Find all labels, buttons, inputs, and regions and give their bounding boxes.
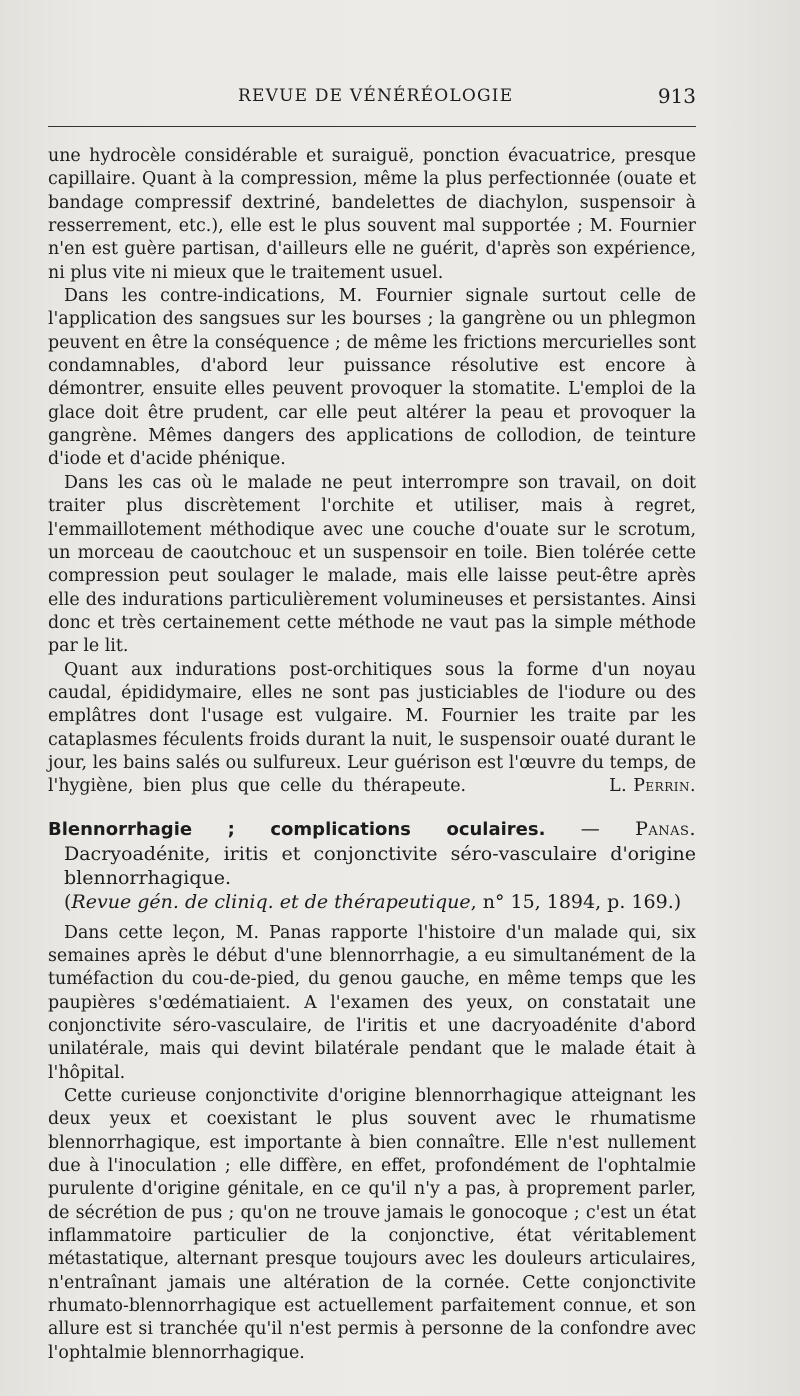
section-subtitle: Dacryoadénite, iritis et conjonctivite séro-vasculaire d'origine blennorrhagique. <box>64 842 696 889</box>
section-paragraph-2: Cette curieuse conjonctivite d'origine blennorrhagique atteignant les deux yeux et coexistant le plus souvent avec le rhumatisme blennorrhagique, est importante à bien connaître. Elle n'est nullement due à l'inoculation ; elle diffère, en effet, profondément de l'ophtalmie purulente d'origine génitale, en ce qu'il n'y a pas, à proprement parler, de sécrétion de pus ; qu'on ne trouve jamais le gonocoque ; c'est un état inflammatoire particulier de la conjonctive, état véritablement métastatique, alternant presque toujours avec les douleurs articulaires, n'entraînant jamais une altération de la cornée. Cette conjonctivite rhumato-blennorrhagique est actuellement parfaitement connue, et son allure est si tranchée qu'il n'est permis à personne de la confondre avec l'ophtalmie blennorrhagique. <box>48 1086 696 1363</box>
ref-journal: Revue gén. de cliniq. et de thérapeutique <box>71 890 471 913</box>
section-paragraph-1: Dans cette leçon, M. Panas rapporte l'histoire d'un malade qui, six semaines après le début d'une blennorrhagie, a eu simultanément de la tuméfaction du cou-de-pied, du genou gauche, en même temps que les paupières s'œdématiaient. A l'examen des yeux, on constatait une conjonctivite séro-vasculaire, de l'iritis et une dacryoadénite d'abord unilatérale, mais qui devint bilatérale pendant que le malade était à l'hôpital. <box>48 922 696 1083</box>
section-heading <box>48 817 696 914</box>
running-title: REVUE DE VÉNÉRÉOLOGIE <box>238 86 514 106</box>
page-header <box>48 86 696 116</box>
author-signature: L. Perrin. <box>609 776 696 797</box>
section-dash: — <box>580 817 600 840</box>
section-title: Blennorrhagie ; complications oculaires. <box>48 818 546 840</box>
paragraph-1: une hydrocèle considérable et suraiguë, ponction évacuatrice, presque capillaire. Quant à la compression, même la plus perfectionnée (ouate et bandage compressif dextriné, bandelettes de diachylon, suspensoir à resserrement, etc.), elle est le plus souvent mal supportée ; M. Fournier n'en est guère partisan, d'ailleurs elle ne guérit, d'après son expérience, ni plus vite ni mieux que le traitement usuel. <box>48 146 696 283</box>
paragraph-2: Dans les contre-indications, M. Fournier signale surtout celle de l'application des sangsues sur les bourses ; la gangrène ou un phlegmon peuvent en être la conséquence ; de même les frictions mercurielles sont condamnables, d'abord leur puissance résolutive est encore à démontrer, ensuite elles peuvent provoquer la stomatite. L'emploi de la glace doit être prudent, car elle peut altérer la peau et provoquer la gangrène. Mêmes dangers des applications de collodion, de teinture d'iode et d'acide phénique. <box>48 286 696 470</box>
paragraph-4 <box>48 659 696 799</box>
section-author: Panas. <box>635 817 697 840</box>
paragraph-3: Dans les cas où le malade ne peut interrompre son travail, on doit traiter plus discrètement l'orchite et utiliser, mais à regret, l'emmaillotement méthodique avec une couche d'ouate sur le scrotum, un morceau de caoutchouc et un suspensoir en toile. Bien tolérée cette compression peut soulager le malade, mais elle laisse peut-être après elle des indurations particulièrement volumineuses et persistantes. Ainsi donc et très certainement cette méthode ne vaut pas la simple méthode par le lit. <box>48 472 696 657</box>
ref-details: , n° 15, 1894, p. 169.) <box>470 890 682 913</box>
body-text <box>48 145 696 1365</box>
ref-open: ( <box>64 890 72 913</box>
header-rule <box>48 126 696 127</box>
page-number: 913 <box>657 84 696 108</box>
paragraph-4-text: Quant aux indurations post-orchitiques sous la forme d'un noyau caudal, épididymaire, elles ne sont pas justiciables de l'iodure ou des emplâtres dont l'usage est vulgaire. M. Fournier les traite par les cataplasmes féculents froids durant la nuit, le suspensoir ouaté durant le jour, les bains salés ou sulfureux. Leur guérison est l'œuvre du temps, de l'hygiène, bien plus que celle du thérapeute. <box>48 659 696 797</box>
